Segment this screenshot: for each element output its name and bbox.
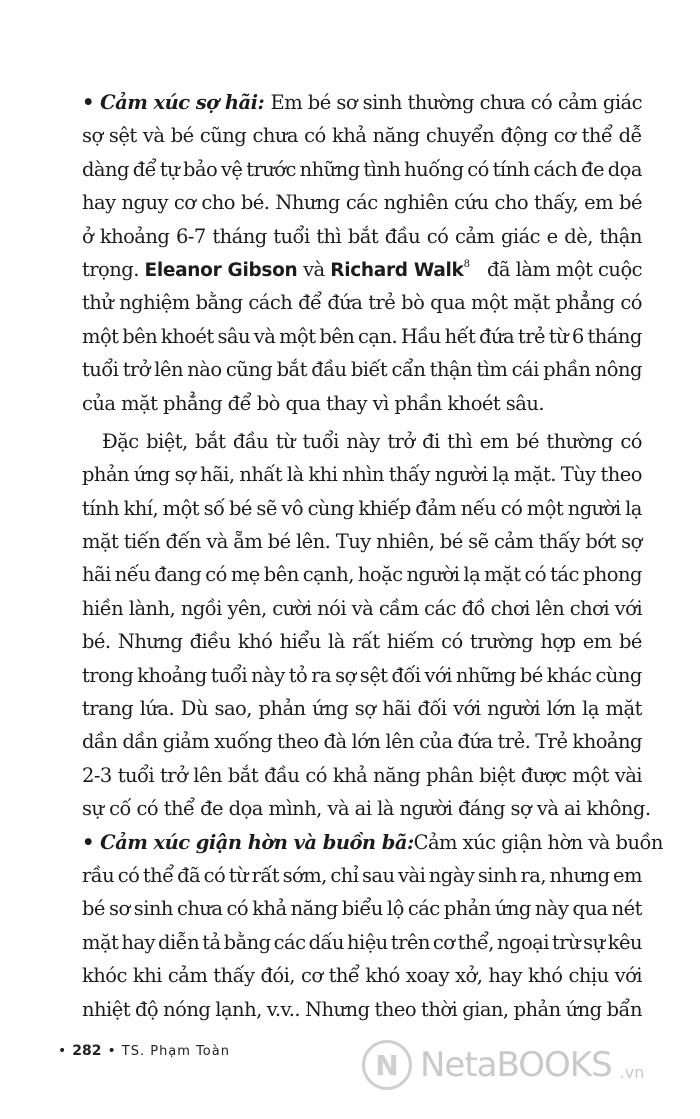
text-run: và (297, 257, 331, 281)
watermark (362, 1040, 644, 1090)
text-line: hiền lành, ngồi yên, cười nói và cầm các đồ chơi lên chơi với (82, 596, 642, 620)
paragraph-stranger-fear (82, 425, 651, 826)
text-line: mặt hay diễn tả bằng các dấu hiệu trên cơ thể, ngoại trừ sự kêu (82, 930, 642, 954)
text-run: Em bé sơ sinh thường chưa có cảm giác (270, 91, 642, 114)
text-line: khóc khi cảm thấy đói, cơ thể khó xoay xở, hay khó chịu với (82, 964, 642, 988)
text-line: mặt tiến đến và ẵm bé lên. Tuy nhiên, bé sẽ cảm thấy bớt sợ (82, 530, 642, 554)
watermark-tld: .vn (619, 1062, 645, 1082)
name-eleanor-gibson: Eleanor Gibson (144, 259, 298, 281)
page-footer (58, 1043, 230, 1059)
text-line: nhiệt độ nóng lạnh, v.v.. Nhưng theo thời gian, phản ứng bẩn (82, 997, 642, 1021)
text-line: bé. Nhưng điều khó hiểu là rất hiếm có trường hợp em bé (82, 630, 642, 654)
text-line: bé sơ sinh chưa có khả năng biểu lộ các phản ứng này qua nét (82, 897, 642, 921)
footer-bullet: • (58, 1043, 67, 1059)
text-line: sợ sệt và bé cũng chưa có khả năng chuyển động cơ thể dễ (82, 124, 642, 148)
text-line: sự cố có thể đe dọa mình, và ai là người đáng sợ và ai không. (82, 797, 651, 821)
heading-fear: Cảm xúc sợ hãi: (100, 91, 265, 114)
text-line: một bên khoét sâu và một bên cạn. Hầu hết đứa trẻ từ 6 tháng (82, 324, 642, 348)
footnote-ref: 8 (463, 258, 470, 270)
text-run: trọng. (82, 257, 145, 281)
watermark-name: NetaBOOKS (420, 1045, 612, 1085)
text-line: rầu có thể đã có từ rất sớm, chỉ sau vài ngày sinh ra, nhưng em (82, 863, 642, 887)
page-body (82, 86, 663, 1026)
text-line: dàng để tự bảo vệ trước những tình huống có tính cách đe dọa (82, 157, 642, 181)
text-line: hãi nếu đang có mẹ bên cạnh, hoặc người lạ mặt có tác phong (82, 563, 642, 587)
text-run: đã làm một cuộc (486, 257, 642, 281)
text-line (82, 253, 642, 286)
text-line: trang lứa. Dù sao, phản ứng sợ hãi đối với người lớn lạ mặt (82, 697, 642, 721)
paragraph-fear (82, 86, 642, 420)
heading-anger-sadness: Cảm xúc giận hờn và buồn bã: (100, 830, 414, 854)
text-run: Cảm xúc giận hờn và buồn (413, 830, 663, 854)
page-number: 282 (72, 1043, 102, 1059)
bullet: • (82, 830, 101, 854)
text-line (82, 86, 642, 119)
text-line: ở khoảng 6-7 tháng tuổi thì bắt đầu có cảm giác e dè, thận (82, 224, 642, 248)
text-line: tính khí, một số bé sẽ vô cùng khiếp đảm nếu có một người lạ (82, 496, 642, 520)
text-line: phản ứng sợ hãi, nhất là khi nhìn thấy người lạ mặt. Tùy theo (82, 463, 642, 487)
author-name: TS. Phạm Toàn (121, 1043, 230, 1059)
text-line: hay nguy cơ cho bé. Nhưng các nghiên cứu cho thấy, em bé (82, 191, 642, 215)
text-line: dần dần giảm xuống theo đà lớn lên của đứa trẻ. Trẻ khoảng (82, 730, 642, 754)
name-richard-walk: Richard Walk (330, 259, 464, 281)
netabooks-logo-icon: N (362, 1040, 412, 1090)
text-line: tuổi trở lên nào cũng bắt đầu biết cẩn thận tìm cái phần nông (82, 358, 642, 382)
text-line: thử nghiệm bằng cách để đứa trẻ bò qua một mặt phẳng có (82, 291, 642, 315)
text-line: trong khoảng tuổi này tỏ ra sợ sệt đối với những bé khác cùng (82, 663, 642, 687)
text-line: 2-3 tuổi trở lên bắt đầu có khả năng phân biệt được một vài (82, 763, 642, 787)
text-line: của mặt phẳng để bò qua thay vì phần khoét sâu. (82, 391, 544, 415)
bullet: • (82, 91, 101, 114)
paragraph-anger-sadness (82, 826, 663, 1026)
text-line: Đặc biệt, bắt đầu từ tuổi này trở đi thì em bé thường có (102, 429, 642, 453)
footer-bullet: • (107, 1043, 116, 1059)
text-line (82, 826, 663, 859)
